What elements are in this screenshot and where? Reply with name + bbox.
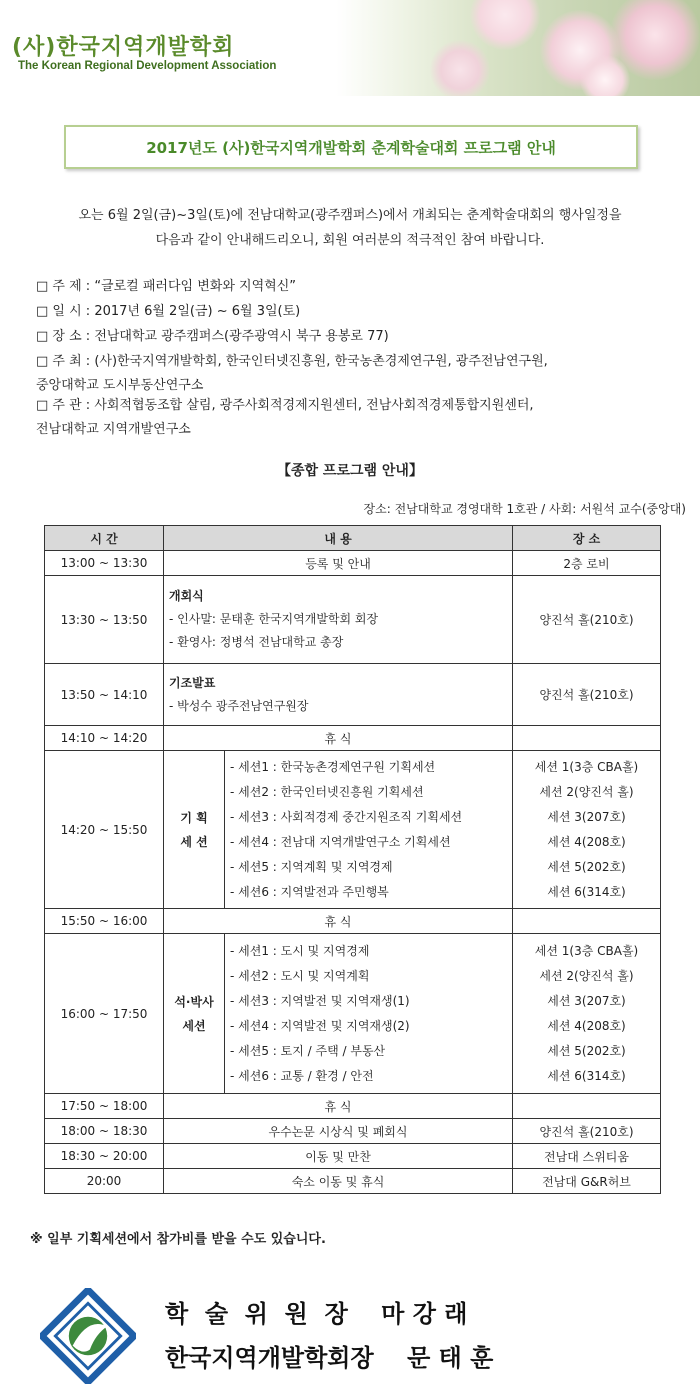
event-info-list — [36, 274, 676, 437]
session-item: - 세션5 : 지역계획 및 지역경제 — [230, 859, 393, 874]
intro-line: 다음과 같이 안내해드리오니, 회원 여러분의 적극적인 참여 바랍니다. — [155, 233, 545, 248]
time-cell: 18:30 ~ 20:00 — [45, 1144, 164, 1169]
session-place: 세션 1(3층 CBA홀) — [534, 759, 639, 774]
session-item: - 세션6 : 교통 / 환경 / 안전 — [230, 1068, 374, 1083]
org-name-english: The Korean Regional Development Association — [18, 60, 277, 72]
session-place: 세션 6(314호) — [547, 884, 626, 899]
content-cell: 숙소 이동 및 휴식 — [164, 1169, 513, 1194]
info-item-host — [36, 349, 676, 393]
content-heading: 기조발표 — [169, 675, 216, 690]
session-item: - 세션2 : 도시 및 지역계획 — [230, 968, 370, 983]
content-cell: 등록 및 안내 — [164, 551, 513, 576]
info-value: (사)한국지역개발학회, 한국인터넷진흥원, 한국농촌경제연구원, 광주전남연구원, — [94, 354, 548, 369]
place-cell: 전남대 G&R허브 — [513, 1169, 661, 1194]
info-item-date — [36, 299, 676, 324]
session-group-label: 석·박사 — [174, 994, 214, 1009]
content-cell: 이동 및 만찬 — [164, 1144, 513, 1169]
time-cell: 15:50 ~ 16:00 — [45, 909, 164, 934]
place-cell: 양진석 홀(210호) — [513, 576, 661, 664]
content-item: - 박성수 광주전남연구원장 — [169, 698, 309, 713]
page-title: 2017년도 (사)한국지역개발학회 춘계학술대회 프로그램 안내 — [146, 138, 556, 157]
session-group-label: 기 획 — [180, 810, 208, 825]
session-place: 세션 1(3층 CBA홀) — [534, 943, 639, 958]
header-time: 시 간 — [45, 526, 164, 551]
content-cell: 휴 식 — [164, 909, 513, 934]
time-cell: 16:00 ~ 17:50 — [45, 934, 164, 1094]
session-item: - 세션4 : 지역발전 및 지역재생(2) — [230, 1018, 410, 1033]
session-group-cell — [164, 934, 225, 1094]
session-group-label: 세 션 — [180, 834, 208, 849]
table-row — [45, 1144, 661, 1169]
session-place: 세션 6(314호) — [547, 1068, 626, 1083]
content-cell — [164, 664, 513, 726]
session-place: 세션 4(208호) — [547, 1018, 626, 1033]
info-value: “글로컬 패러다임 변화와 지역혁신” — [94, 279, 296, 294]
signature-line-committee: 학 술 위 원 장 마 강 래 — [165, 1300, 468, 1328]
session-place-cell — [513, 934, 661, 1094]
table-row — [45, 934, 661, 1094]
content-cell: 휴 식 — [164, 1094, 513, 1119]
session-place: 세션 3(207호) — [547, 809, 626, 824]
table-header-row — [45, 526, 661, 551]
table-row — [45, 751, 661, 909]
place-cell: 양진석 홀(210호) — [513, 1119, 661, 1144]
table-row — [45, 726, 661, 751]
session-item: - 세션3 : 사회적경제 중간지원조직 기획세션 — [230, 809, 463, 824]
time-cell: 20:00 — [45, 1169, 164, 1194]
info-label: □ 일 시 : — [36, 304, 95, 319]
place-cell — [513, 1094, 661, 1119]
association-emblem-icon — [40, 1288, 136, 1384]
intro-text — [20, 203, 680, 253]
session-place: 세션 2(양진석 홀) — [539, 784, 634, 799]
info-value: 전남대학교 지역개발연구소 — [36, 422, 191, 437]
content-cell: 휴 식 — [164, 726, 513, 751]
session-place: 세션 4(208호) — [547, 834, 626, 849]
session-item: - 세션5 : 토지 / 주택 / 부동산 — [230, 1043, 386, 1058]
time-cell: 17:50 ~ 18:00 — [45, 1094, 164, 1119]
place-cell — [513, 909, 661, 934]
session-list-cell — [225, 751, 513, 909]
content-item: - 인사말: 문태훈 한국지역개발학회 회장 — [169, 612, 379, 626]
info-label: □ 주 최 : — [36, 354, 95, 369]
blossom-decoration — [470, 0, 540, 50]
session-item: - 세션1 : 도시 및 지역경제 — [230, 943, 370, 958]
time-cell: 13:30 ~ 13:50 — [45, 576, 164, 664]
info-value: 2017년 6월 2일(금) ~ 6월 3일(토) — [94, 304, 301, 319]
info-label: □ 주 관 : — [36, 398, 95, 413]
table-row — [45, 1169, 661, 1194]
place-cell: 전남대 스위티움 — [513, 1144, 661, 1169]
table-row — [45, 551, 661, 576]
header-banner — [0, 0, 700, 96]
info-value: 사회적협동조합 살림, 광주사회적경제지원센터, 전남사회적경제통합지원센터, — [94, 398, 534, 413]
time-cell: 14:10 ~ 14:20 — [45, 726, 164, 751]
info-value: 중앙대학교 도시부동산연구소 — [36, 378, 204, 393]
time-cell: 13:50 ~ 14:10 — [45, 664, 164, 726]
place-cell — [513, 726, 661, 751]
org-name-korean: (사)한국지역개발학회 — [12, 35, 235, 60]
info-label: □ 주 제 : — [36, 279, 95, 294]
table-row — [45, 1119, 661, 1144]
session-group-cell — [164, 751, 225, 909]
intro-line: 오는 6월 2일(금)~3일(토)에 전남대학교(광주캠퍼스)에서 개최되는 춘계학술대회의 행사일정을 — [78, 208, 622, 223]
time-cell: 18:00 ~ 18:30 — [45, 1119, 164, 1144]
table-row — [45, 664, 661, 726]
program-table — [44, 525, 661, 1194]
session-item: - 세션1 : 한국농촌경제연구원 기획세션 — [230, 759, 436, 774]
session-item: - 세션6 : 지역발전과 주민행복 — [230, 884, 389, 899]
content-heading: 개회식 — [169, 589, 204, 603]
time-cell: 13:00 ~ 13:30 — [45, 551, 164, 576]
session-place: 세션 3(207호) — [547, 993, 626, 1008]
header-content: 내 용 — [164, 526, 513, 551]
program-title: 【종합 프로그램 안내】 — [277, 463, 423, 479]
session-item: - 세션2 : 한국인터넷진흥원 기획세션 — [230, 784, 424, 799]
table-row — [45, 909, 661, 934]
session-list-cell — [225, 934, 513, 1094]
blossom-decoration — [430, 40, 490, 96]
content-item: - 환영사: 정병석 전남대학교 총장 — [169, 635, 344, 649]
session-place: 세션 5(202호) — [547, 1043, 626, 1058]
signature-line-president: 한국지역개발학회장 문 태 훈 — [165, 1344, 494, 1372]
table-row — [45, 1094, 661, 1119]
place-cell: 2층 로비 — [513, 551, 661, 576]
info-item-topic — [36, 274, 676, 299]
fee-note: ※ 일부 기획세션에서 참가비를 받을 수도 있습니다. — [30, 1232, 326, 1247]
place-cell: 양진석 홀(210호) — [513, 664, 661, 726]
content-cell — [164, 576, 513, 664]
session-item: - 세션3 : 지역발전 및 지역재생(1) — [230, 993, 410, 1008]
info-item-venue — [36, 324, 676, 349]
session-item: - 세션4 : 전남대 지역개발연구소 기획세션 — [230, 834, 451, 849]
session-group-label: 세션 — [182, 1018, 206, 1033]
table-row — [45, 576, 661, 664]
title-box — [64, 125, 638, 169]
time-cell: 14:20 ~ 15:50 — [45, 751, 164, 909]
header-place: 장 소 — [513, 526, 661, 551]
content-cell: 우수논문 시상식 및 폐회식 — [164, 1119, 513, 1144]
session-place-cell — [513, 751, 661, 909]
session-place: 세션 5(202호) — [547, 859, 626, 874]
info-label: □ 장 소 : — [36, 329, 95, 344]
session-place: 세션 2(양진석 홀) — [539, 968, 634, 983]
program-venue-note: 장소: 전남대학교 경영대학 1호관 / 사회: 서원석 교수(중앙대) — [363, 502, 686, 516]
info-item-organizer — [36, 393, 676, 437]
info-value: 전남대학교 광주캠퍼스(광주광역시 북구 용봉로 77) — [94, 329, 389, 344]
